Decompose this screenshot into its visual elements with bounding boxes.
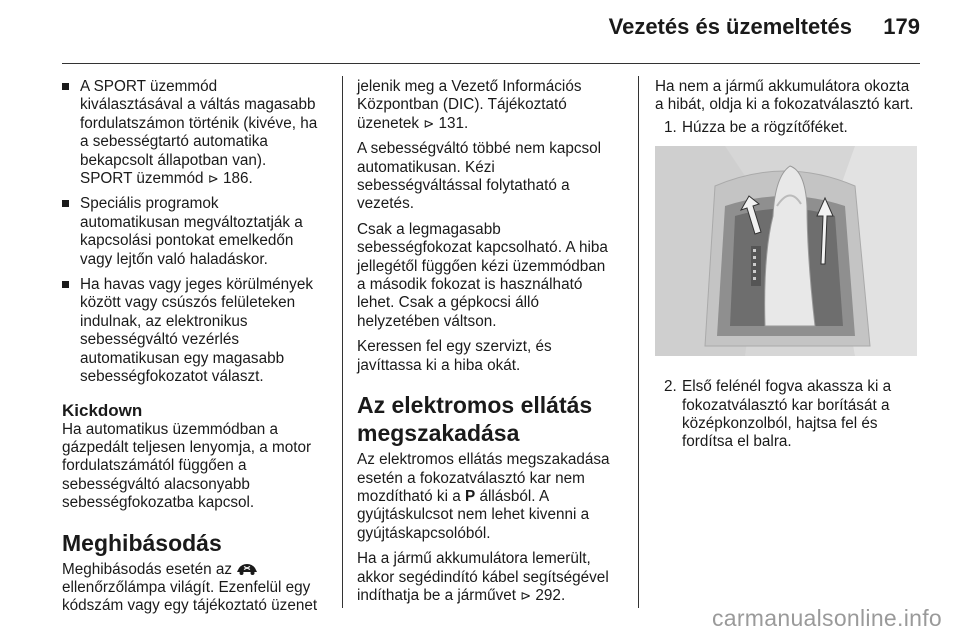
text-line: helyzetében váltson. — [357, 312, 497, 330]
text-line: gázpedált teljesen lenyomja, a motor — [62, 438, 312, 456]
text-line: indulnak, az elektronikus — [80, 312, 248, 330]
section-heading-fault: Meghibásodás — [62, 529, 222, 556]
text-line — [80, 170, 332, 188]
text-line: automatikusan. Kézi — [357, 158, 495, 176]
heading-line: Az elektromos ellátás — [357, 392, 593, 419]
watermark-footer: carmanualsonline.info — [711, 605, 942, 631]
text-line: középkonzolból, hajtsa fel és — [682, 415, 878, 433]
text-line: sebességfokozat kapcsolható. A hiba — [357, 239, 608, 257]
page-header — [0, 0, 960, 64]
text-line: Ha a jármű akkumulátora lemerült, — [357, 550, 591, 568]
text-line: A sebességváltó többé nem kapcsol — [357, 140, 602, 158]
step-2 — [655, 378, 923, 452]
text-line: a sebességtartó automatika — [80, 133, 268, 151]
text-line — [357, 587, 625, 605]
text-line: gyújtáskapcsolóból. — [357, 524, 491, 542]
section-heading-kickdown: Kickdown — [62, 400, 143, 420]
text-line: sebességfokozatot választ. — [80, 368, 264, 386]
text-fragment: mozdítható ki a — [357, 487, 461, 505]
text-line: között vagy csúszós felületeken — [80, 294, 296, 312]
page-number: 179 — [883, 14, 920, 39]
text-line: javíttassa ki a hiba okát. — [357, 356, 521, 374]
text-line: Első felénél fogva akassza ki a — [682, 378, 892, 396]
text-line — [357, 115, 625, 133]
text-line: sebességváltó vezérlés — [80, 331, 240, 349]
bullet-item-snow-ice — [62, 276, 332, 386]
service-paragraph — [357, 338, 625, 375]
page-reference[interactable]: 292. — [535, 586, 566, 604]
page-title: Vezetés és üzemeltetés — [608, 14, 852, 39]
text-line: fordítsa el balra. — [682, 433, 792, 451]
text-line: A SPORT üzemmód — [80, 78, 218, 95]
text-line: bekapcsolt állapotban van). — [80, 151, 267, 169]
car-warning-icon — [236, 563, 258, 575]
section-heading-power-interruption — [357, 391, 625, 447]
text-line — [357, 488, 625, 506]
text-line: esetén a fokozatválasztó kar nem — [357, 469, 585, 487]
page-reference[interactable]: 186. — [222, 170, 253, 188]
page-reference-arrow-icon: ⊳ — [207, 171, 219, 187]
gear-selector-drawing — [655, 146, 917, 356]
text-line: automatikusan megváltoztatják a — [80, 213, 303, 231]
text-line: Az elektromos ellátás megszakadása — [357, 451, 610, 469]
text-line: vagy lejtőn való haladáskor. — [80, 250, 268, 268]
text-line: kódszám vagy egy tájékoztató üzenet — [62, 597, 318, 615]
intro-paragraph — [655, 78, 923, 115]
column-1 — [62, 78, 332, 616]
text-line: a második fokozat is használható — [357, 276, 583, 294]
text-line: Speciális programok — [80, 195, 219, 213]
bullet-item-sport — [62, 78, 332, 188]
text-line: Ha nem a jármű akkumulátora okozta — [655, 78, 910, 95]
column-3 — [655, 78, 923, 458]
text-line: kiválasztásával a váltás magasabb — [80, 96, 316, 114]
jump-start-paragraph — [357, 550, 625, 605]
text-line: a hibát, oldja ki a fokozatválasztó kart. — [655, 96, 914, 114]
text-line: Csak a legmagasabb — [357, 220, 501, 238]
gear-position-p: P — [464, 487, 476, 505]
text-line: gyújtáskulcsot nem lehet kivenni a — [357, 506, 590, 524]
power-interruption-paragraph — [357, 451, 625, 543]
text-line: Ha havas vagy jeges körülmények — [80, 276, 313, 294]
dic-paragraph — [357, 78, 625, 133]
step-text: Húzza be a rögzítőféket. — [682, 118, 848, 136]
step-1 — [655, 119, 923, 137]
text-line: jellegétől függően kézi üzemmódban — [357, 257, 606, 275]
manual-shift-paragraph — [357, 140, 625, 214]
text-line: Központban (DIC). Tájékoztató — [357, 96, 567, 114]
text-line: fordulatszámától függően a — [62, 457, 247, 475]
page-reference-arrow-icon: ⊳ — [520, 587, 532, 603]
text-line: kapcsolási pontokat emelkedőn — [80, 232, 294, 250]
bullet-icon — [62, 200, 69, 207]
page-reference-arrow-icon: ⊳ — [423, 115, 435, 131]
step-number: 1. — [664, 118, 677, 136]
column-2 — [357, 78, 625, 612]
text-line: sebességváltó alacsonyabb — [62, 475, 250, 493]
fault-paragraph — [62, 561, 332, 616]
column-divider — [638, 76, 639, 608]
header-rule — [62, 63, 920, 64]
text-fragment: üzenetek — [357, 114, 420, 132]
page-reference[interactable]: 131. — [438, 114, 469, 132]
text-line: ellenőrzőlámpa világít. Ezenfelül egy — [62, 578, 311, 596]
text-line — [62, 561, 332, 579]
text-line: automatikusan egy magasabb — [80, 349, 285, 367]
text-fragment: indíthatja be a járművet — [357, 586, 517, 604]
bullet-item-special-programs — [62, 195, 332, 269]
text-line: Keressen fel egy szervizt, és — [357, 338, 552, 356]
text-line: Ha automatikus üzemmódban a — [62, 420, 278, 438]
text-line: akkor segédindító kábel segítségével — [357, 568, 609, 586]
gear-selector-illustration — [655, 146, 917, 356]
bullet-icon — [62, 83, 69, 90]
text-line: sebességfokozatba kapcsol. — [62, 494, 255, 512]
step-number: 2. — [664, 378, 677, 396]
heading-line: megszakadása — [357, 420, 520, 447]
text-fragment: Meghibásodás esetén az — [62, 560, 233, 578]
bullet-icon — [62, 281, 69, 288]
text-line: lehet. Csak a gépkocsi álló — [357, 294, 539, 312]
text-line: sebességváltással folytatható a — [357, 177, 570, 195]
text-line: vezetés. — [357, 195, 414, 213]
text-line: fokozatválasztó kar borítását a — [682, 396, 890, 414]
kickdown-paragraph — [62, 421, 332, 513]
text-line: fordulatszámon történik (kivéve, ha — [80, 114, 318, 132]
text-fragment: SPORT üzemmód — [80, 170, 204, 188]
column-divider — [342, 76, 343, 608]
highest-gear-paragraph — [357, 221, 625, 331]
text-line: jelenik meg a Vezető Információs — [357, 78, 582, 95]
text-fragment: állásból. A — [479, 487, 550, 505]
